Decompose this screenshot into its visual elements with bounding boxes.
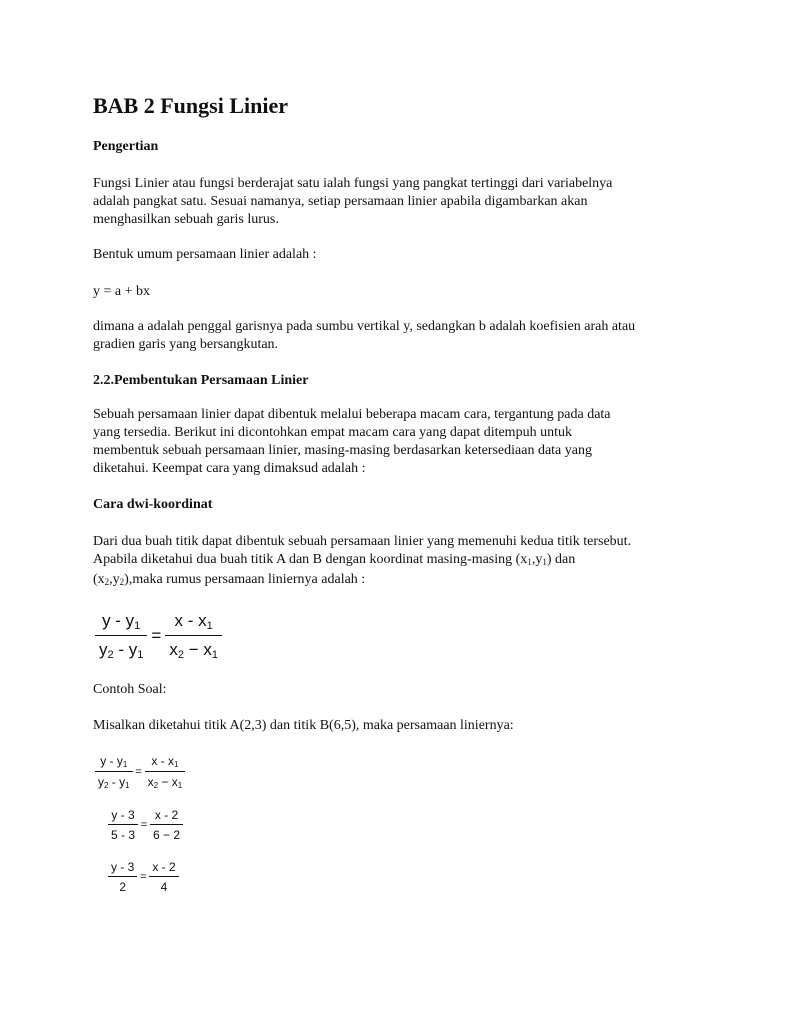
paragraph-line: Sebuah persamaan linier dapat dibentuk melalui beberapa macam cara, tergantung pada data — [93, 407, 611, 422]
subscript: 2 — [153, 781, 159, 790]
subscript: 1 — [122, 760, 128, 769]
math-text: − x — [183, 640, 212, 659]
denominator: 6 − 2 — [153, 828, 181, 842]
subscript: 1 — [137, 649, 144, 661]
paragraph-pembentukan — [93, 406, 703, 478]
subscript: 2 — [177, 649, 184, 661]
equals-sign: = — [140, 871, 147, 883]
paragraph-line: membentuk sebuah persamaan linier, masing-masing berdasarkan ketersediaan data yang — [93, 443, 592, 458]
subscript: 1 — [542, 557, 547, 567]
fraction-rhs — [145, 754, 186, 790]
denominator — [145, 772, 186, 790]
numerator — [97, 754, 130, 771]
numerator: x - 2 — [152, 860, 176, 874]
paragraph-line: Fungsi Linier atau fungsi berderajat satu ialah fungsi yang pangkat tertinggi dari variabelnya — [93, 176, 613, 191]
text-run: ),maka rumus persamaan liniernya adalah : — [124, 572, 366, 587]
subscript: 1 — [134, 620, 141, 632]
page-title: BAB 2 Fungsi Linier — [93, 93, 288, 118]
math-text: y - y — [100, 754, 123, 768]
subscript: 2 — [104, 781, 109, 790]
paragraph-line: gradien garis yang bersangkutan. — [93, 337, 279, 352]
math-text: y — [99, 640, 108, 659]
fraction-lhs — [95, 611, 147, 661]
paragraph-general-form: Bentuk umum persamaan linier adalah : — [93, 247, 317, 262]
equals-sign: = — [135, 766, 142, 778]
text-run: Apabila diketahui dua buah titik A dan B dengan koordinat masing-masing (x — [93, 552, 528, 567]
formula-two-point — [95, 611, 222, 661]
subscript: 1 — [206, 620, 213, 632]
fraction-lhs — [95, 754, 133, 790]
text-run: ) dan — [546, 552, 576, 567]
paragraph-explanation — [93, 318, 703, 354]
heading-dwi-koordinat: Cara dwi-koordinat — [93, 497, 213, 512]
math-text: - y — [113, 640, 138, 659]
math-text: y — [98, 775, 104, 789]
math-text: − x — [158, 775, 178, 789]
paragraph-line — [93, 571, 703, 591]
heading-pengertian: Pengertian — [93, 139, 159, 154]
paragraph-line — [93, 551, 703, 571]
text-run: (x — [93, 572, 105, 587]
paragraph-line: menghasilkan sebuah garis lurus. — [93, 212, 279, 227]
denominator — [95, 772, 133, 790]
numerator: y - 3 — [111, 808, 135, 822]
denominator: 2 — [119, 880, 127, 894]
denominator — [165, 636, 222, 661]
equals-sign: = — [140, 819, 148, 831]
subscript: 1 — [211, 649, 218, 661]
subscript: 2 — [119, 577, 125, 587]
label-contoh-soal: Contoh Soal: — [93, 682, 167, 697]
fraction-lhs — [108, 808, 138, 842]
denominator — [95, 636, 147, 661]
equals-sign: = — [151, 626, 162, 645]
numerator — [171, 611, 217, 635]
example-step-2 — [108, 808, 183, 842]
heading-pembentukan: 2.2.Pembentukan Persamaan Linier — [93, 373, 309, 388]
paragraph-definition — [93, 175, 703, 229]
paragraph-line: adalah pangkat satu. Sesuai namanya, setiap persamaan linier apabila digambarkan akan — [93, 194, 588, 209]
paragraph-line: dimana a adalah penggal garisnya pada sumbu vertikal y, sedangkan b adalah koefisien arah atau — [93, 319, 636, 334]
math-text: - y — [108, 775, 126, 789]
math-text: x — [169, 640, 178, 659]
fraction-rhs — [149, 860, 178, 894]
math-text: x — [147, 775, 154, 789]
numerator — [148, 754, 181, 771]
fraction-rhs — [165, 611, 222, 661]
text-run: ,y — [531, 552, 543, 567]
paragraph-line: diketahui. Keempat cara yang dimaksud adalah : — [93, 461, 366, 476]
subscript: 1 — [177, 781, 183, 790]
subscript: 1 — [173, 760, 179, 769]
formula-linear: y = a + bx — [93, 284, 151, 299]
paragraph-problem: Misalkan diketahui titik A(2,3) dan titik B(6,5), maka persamaan liniernya: — [93, 718, 514, 733]
denominator: 4 — [160, 880, 168, 894]
fraction-rhs — [150, 808, 183, 842]
subscript: 2 — [104, 577, 110, 587]
numerator — [98, 611, 144, 635]
numerator: x - 2 — [154, 808, 179, 822]
example-step-1 — [95, 754, 185, 790]
subscript: 1 — [125, 781, 130, 790]
paragraph-dwi-koordinat — [93, 533, 703, 591]
denominator: 5 - 3 — [111, 828, 136, 842]
math-text: y - y — [102, 611, 135, 630]
math-text: x - x — [174, 611, 207, 630]
math-text: x - x — [151, 754, 174, 768]
subscript: 1 — [527, 557, 532, 567]
example-step-3 — [108, 860, 179, 894]
subscript: 2 — [107, 649, 114, 661]
paragraph-line: yang tersedia. Berikut ini dicontohkan empat macam cara yang dapat ditempuh untuk — [93, 425, 572, 440]
fraction-lhs — [108, 860, 137, 894]
numerator: y - 3 — [111, 860, 135, 874]
text-run: ,y — [109, 572, 120, 587]
paragraph-line: Dari dua buah titik dapat dibentuk sebuah persamaan linier yang memenuhi kedua titik tersebut. — [93, 534, 632, 549]
